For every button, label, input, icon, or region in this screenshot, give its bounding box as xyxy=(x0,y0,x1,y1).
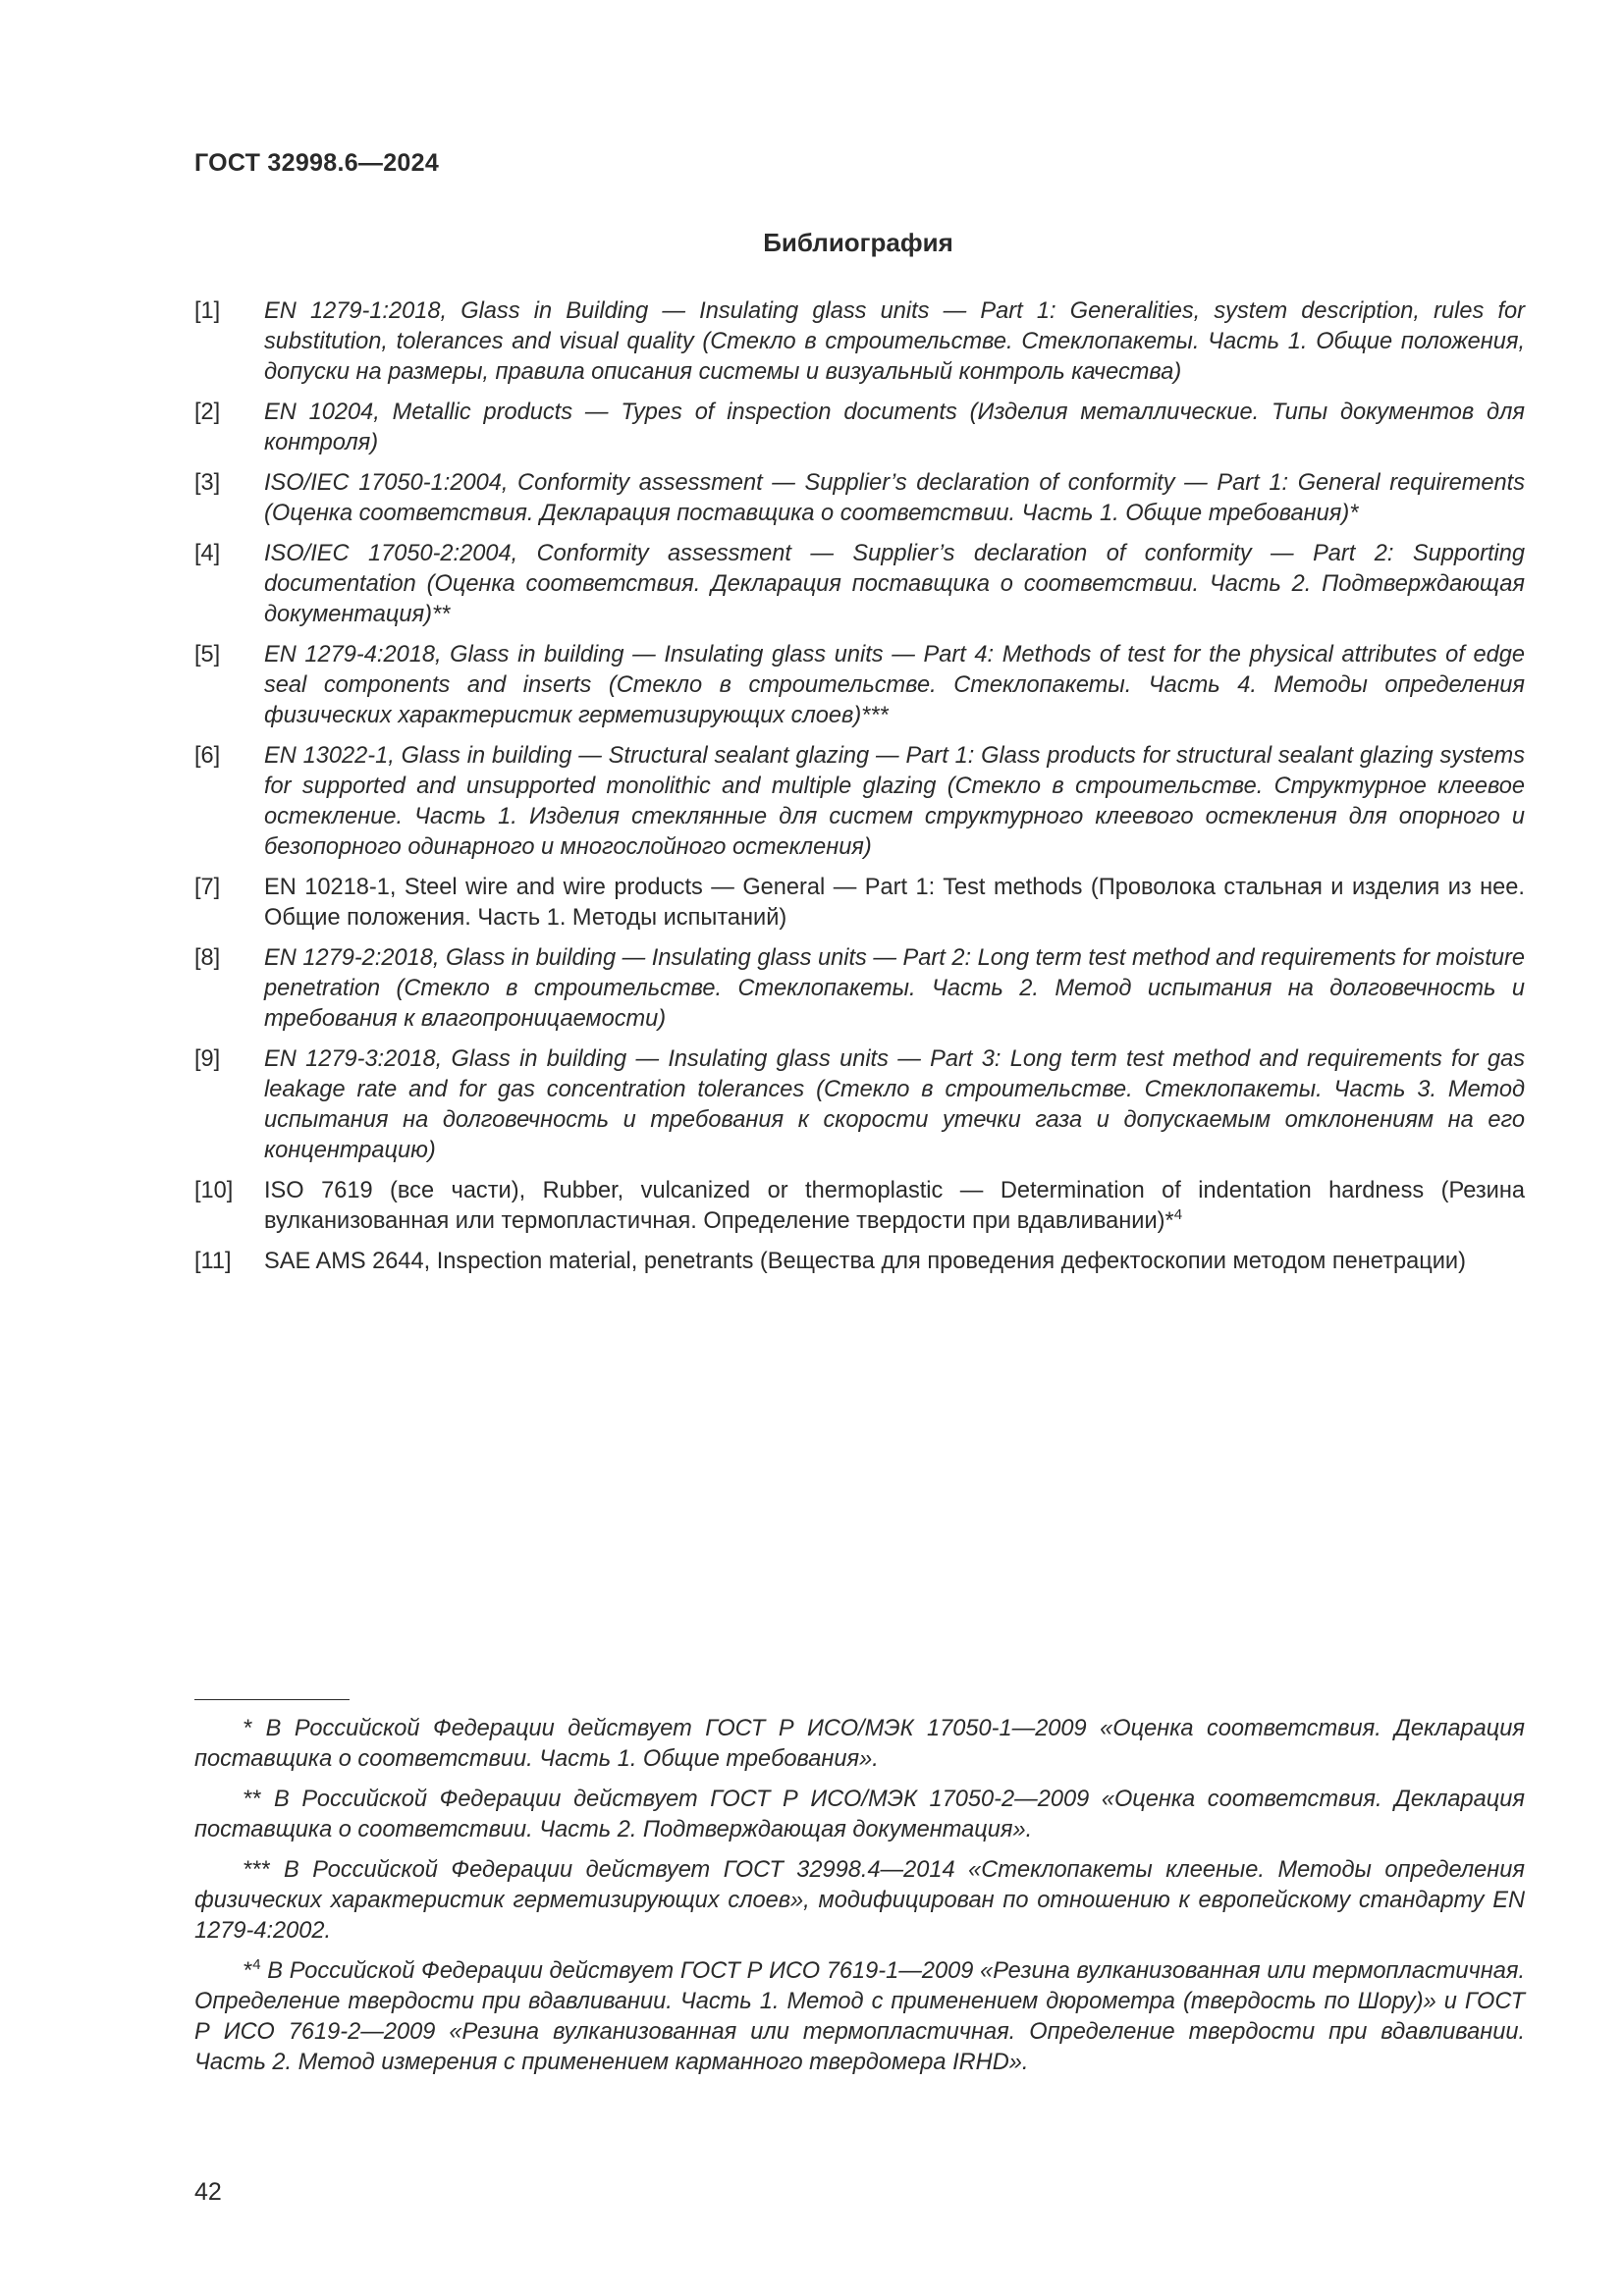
footnote xyxy=(194,1956,1525,2078)
footnotes xyxy=(194,1714,1525,2088)
bibliography-entry xyxy=(194,873,1525,934)
page-number: 42 xyxy=(194,2178,222,2206)
bibliography-title: Библиография xyxy=(763,228,953,257)
entry-text: EN 1279-4:2018, Glass in building — Insulating glass units — Part 4: Methods of test for the physical attributes of edge seal components and inserts (Стекло в строительстве. Стеклопакеты. Часть 4. Методы определения физических характеристик герметизирующих слоев)*** xyxy=(264,642,1525,728)
bibliography-entry xyxy=(194,741,1525,863)
footnote xyxy=(194,1785,1525,1845)
footnote-mark: * xyxy=(244,1716,253,1741)
footnote-text: В Российской Федерации действует ГОСТ Р ИСО/МЭК 17050-1—2009 «Оценка соответствия. Декларация поставщика о соответствии. Часть 1. Общие требования». xyxy=(194,1716,1525,1772)
entry-text: SAE AMS 2644, Inspection material, penetrants (Вещества для проведения дефектоскопии методом пенетрации) xyxy=(264,1249,1466,1274)
entry-number: [9] xyxy=(194,1046,221,1072)
entry-number: [11] xyxy=(194,1249,232,1274)
bibliography-entry xyxy=(194,640,1525,731)
entry-text: EN 1279-1:2018, Glass in Building — Insulating glass units — Part 1: Generalities, system description, rules for substitution, tolerances and visual quality (Стекло в строительстве. Стеклопакеты. Часть 1. Общие положения, допуски на размеры, правила описания системы и визуальный контроль качества) xyxy=(264,298,1525,385)
entry-number: [3] xyxy=(194,470,221,496)
entry-text: EN 1279-3:2018, Glass in building — Insulating glass units — Part 3: Long term test method and requirements for gas leakage rate and for gas concentration tolerances (Стекло в строительстве. Стеклопакеты. Часть 3. Метод испытания на долговечность и требования к скорости утечки газа и допускаемым отклонениям на его концентрацию) xyxy=(264,1046,1525,1163)
footnote-mark: *$^4$ xyxy=(244,1956,261,1984)
footnote-divider xyxy=(194,1699,350,1700)
entry-text: EN 13022-1, Glass in building — Structural sealant glazing — Part 1: Glass products for structural sealant glazing systems for supported and unsupported monolithic and multiple glazing (Стекло в строительстве. Структурное клеевое остекление. Часть 1. Изделия стеклянные для систем структурного клеевого остекления для опорного и безопорного одинарного и многослойного остекления) xyxy=(264,743,1525,860)
footnote-text: В Российской Федерации действует ГОСТ Р ИСО 7619-1—2009 «Резина вулканизованная или термопластичная. Определение твердости при вдавливании. Часть 1. Метод с применением дюрометра (твердость по Шору)» и ГОСТ Р ИСО 7619-2—2009 «Резина вулканизованная или термопластичная. Определение твердости при вдавливании. Часть 2. Метод измерения с применением карманного твердомера IRHD». xyxy=(194,1958,1526,2075)
entry-number: [5] xyxy=(194,642,221,667)
bibliography-entry xyxy=(194,943,1525,1035)
entry-text: EN 10218-1, Steel wire and wire products — General — Part 1: Test methods (Проволока стальная и изделия из нее. Общие положения. Часть 1. Методы испытаний) xyxy=(264,875,1525,931)
footnote-superscript: 4 xyxy=(252,1956,261,1974)
entry-text: EN 1279-2:2018, Glass in building — Insulating glass units — Part 2: Long term test method and requirements for moisture penetration (Стекло в строительстве. Стеклопакеты. Часть 2. Метод испытания на долговечность и требования к влагопроницаемости) xyxy=(264,945,1525,1032)
footnote-superscript: 4 xyxy=(1173,1206,1183,1224)
footnote-mark: *** xyxy=(244,1857,271,1883)
bibliography-entry xyxy=(194,1247,1525,1277)
entry-text: ISO/IEC 17050-2:2004, Conformity assessment — Supplier’s declaration of conformity — Part 2: Supporting documentation (Оценка соответствия. Декларация поставщика о соответствии. Часть 2. Подтверждающая документация)** xyxy=(264,541,1525,627)
bibliography-entry xyxy=(194,1176,1525,1237)
bibliography-list xyxy=(194,296,1525,1287)
entry-number: [7] xyxy=(194,875,221,900)
bibliography-entry xyxy=(194,539,1525,630)
bibliography-entry xyxy=(194,398,1525,458)
entry-number: [4] xyxy=(194,541,221,566)
footnote xyxy=(194,1714,1525,1775)
footnote-text: В Российской Федерации действует ГОСТ 32998.4—2014 «Стеклопакеты клееные. Методы определения физических характеристик герметизирующих слоев», модифицирован по отношению к европейскому стандарту EN 1279-4:2002. xyxy=(194,1857,1525,1944)
entry-number: [2] xyxy=(194,400,221,425)
bibliography-entry xyxy=(194,1044,1525,1166)
document-header: ГОСТ 32998.6—2024 xyxy=(194,149,440,177)
entry-number: [1] xyxy=(194,298,221,324)
footnote-mark: ** xyxy=(244,1787,262,1812)
entry-text: ISO 7619 (все части), Rubber, vulcanized or thermoplastic — Determination of indentation hardness (Резина вулканизованная или термопластичная. Определение твердости при вдавливании)*$^4$ xyxy=(264,1178,1525,1234)
bibliography-entry xyxy=(194,468,1525,529)
footnote-text: В Российской Федерации действует ГОСТ Р ИСО/МЭК 17050-2—2009 «Оценка соответствия. Декларация поставщика о соответствии. Часть 2. Подтверждающая документация». xyxy=(194,1787,1526,1842)
bibliography-entry xyxy=(194,296,1525,388)
entry-number: [10] xyxy=(194,1178,234,1203)
entry-number: [6] xyxy=(194,743,221,769)
entry-text: ISO/IEC 17050-1:2004, Conformity assessment — Supplier’s declaration of conformity — Part 1: General requirements (Оценка соответствия. Декларация поставщика о соответствии. Часть 1. Общие требования)* xyxy=(264,470,1525,526)
entry-text: EN 10204, Metallic products — Types of inspection documents (Изделия металлические. Типы документов для контроля) xyxy=(264,400,1525,455)
entry-number: [8] xyxy=(194,945,221,971)
footnote xyxy=(194,1855,1525,1947)
